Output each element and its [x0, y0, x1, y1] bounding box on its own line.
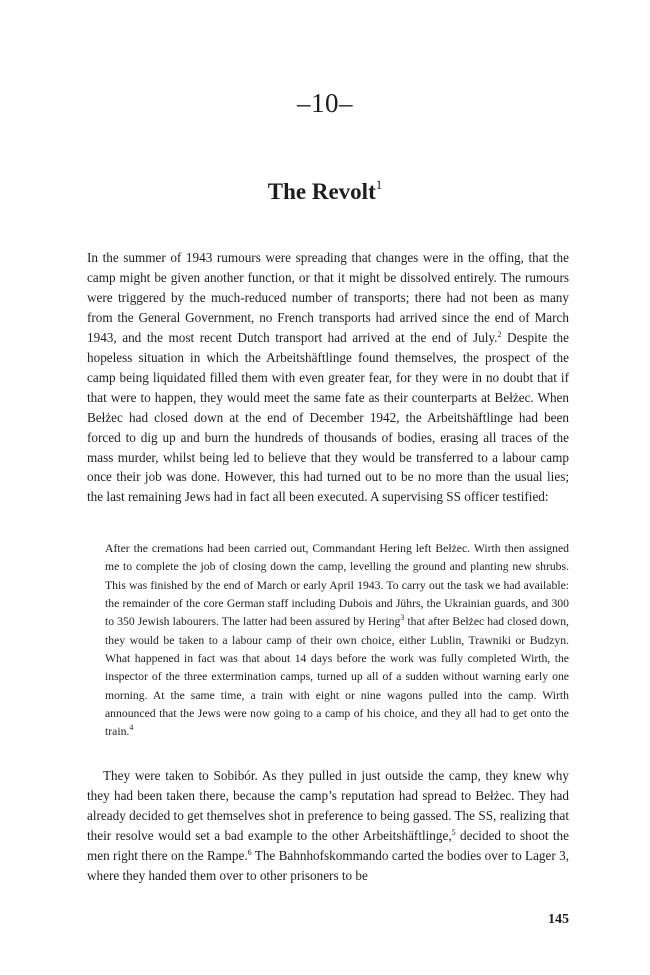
footnote-ref: 6 — [247, 847, 252, 857]
footnote-ref: 2 — [497, 329, 502, 339]
paragraph-text: decided to shoot the men right there on the Rampe. — [87, 827, 570, 863]
chapter-title-text: The Revolt — [267, 179, 376, 204]
body-paragraph — [87, 248, 569, 507]
chapter-number: –10– — [297, 88, 353, 118]
body-paragraph — [87, 766, 569, 886]
footnote-ref: 1 — [375, 177, 383, 192]
page-number: 145 — [548, 912, 569, 927]
paragraph-text: In the summer of 1943 rumours were spreading that changes were in the offing, that the camp might be given another function, or that it might be dissolved entirely. The rumours were triggered by the much-reduced number of transports; there had not been as many from the General Government, no French transports had arrived since the end of March 1943, and the most recent Dutch transport had arrived at the end of July. — [87, 250, 569, 345]
quote-text: After the cremations had been carried out, Commandant Hering left Bełżec. Wirth then assigned me to complete the job of closing down the camp, levelling the ground and planting new shrubs. This was finished by the end of March or early April 1943. To carry out the task we had available: the remainder of the core German staff including Dubois and Jührs, the Ukrainian guards, and 300 to 350 Jewish labourers. The latter had been assured by Hering — [105, 542, 569, 629]
quote-text: that after Bełżec had closed down, they would be taken to a labour camp of their own choice, either Lublin, Trawniki or Budzyn. What happened in fact was that about 14 days before the work was fully completed Wirth, the inspector of the three extermination camps, turned up all of a sudden without warning early one morning. At the same time, a train with eight or nine wagons pulled into the camp. Wirth announced that the Jews were now going to a camp of his choice, and they all had to get onto the train. — [105, 615, 569, 739]
block-quote — [105, 540, 569, 742]
paragraph-text: The Bahnhofskommando carted the bodies over to Lager 3, where they handed them over to other prisoners to be — [87, 847, 569, 883]
footnote-ref: 5 — [451, 827, 456, 837]
paragraph-text: Despite the hopeless situation in which the Arbeitshäftlinge found themselves, the prospect of the camp being liquidated filled them with even greater fear, for they were in no doubt that if that were to happen, they would meet the same fate as their counterparts at Bełżec. When Bełżec had closed down at the end of December 1942, the Arbeitshäftlinge had been forced to dig up and burn the hundreds of thousands of bodies, erasing all traces of the mass murder, whilst being led to believe that they would be transferred to a labour camp once their job was done. However, this had turned out to be no more than the usual lies; the last remaining Jews had in fact all been executed. A supervising SS officer testified: — [87, 329, 569, 505]
paragraph-text: They were taken to Sobibór. As they pulled in just outside the camp, they knew why they had been taken there, because the camp’s reputation had spread to Bełżec. They had already decided to get themselves shot in preference to being gassed. The SS, realizing that their resolve would set a bad example to the other Arbeitshäftlinge, — [87, 768, 569, 843]
footnote-ref: 4 — [129, 723, 134, 733]
footnote-ref: 3 — [400, 613, 405, 623]
chapter-title — [0, 170, 650, 207]
